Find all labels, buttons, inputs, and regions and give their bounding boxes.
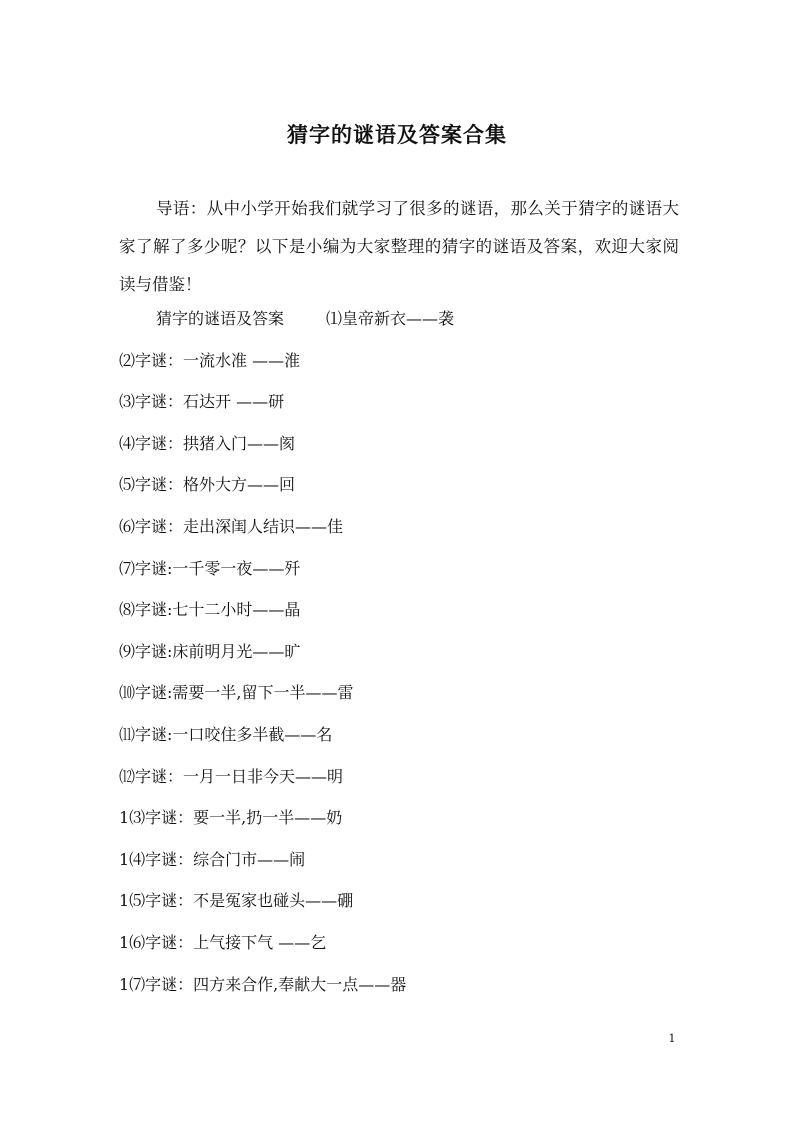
list-item: ⑶字谜：石达开 ——研 [119, 392, 285, 412]
list-item: 1⑸字谜：不是冤家也碰头——硼 [119, 891, 354, 911]
list-item: ⑷字谜：拱猪入门——阂 [119, 433, 296, 453]
list-item: ⑺字谜:一千零一夜——歼 [119, 558, 301, 578]
section-heading: 猜字的谜语及答案 [156, 309, 285, 328]
list-item [119, 298, 679, 340]
page-number: 1 [668, 1032, 676, 1045]
list-item: ⑼字谜:床前明月光——旷 [119, 641, 301, 661]
riddle-text: ⑴皇帝新衣——袭 [326, 309, 455, 328]
riddle-list [119, 298, 679, 1005]
list-item: 1⑺字谜：四方来合作,奉献大一点——器 [119, 974, 407, 994]
list-item: 1⑹字谜：上气接下气 ——乞 [119, 932, 327, 952]
list-item: ⑾字谜:一口咬住多半截——名 [119, 724, 333, 744]
list-item: 1⑷字谜：综合门市——闹 [119, 849, 306, 869]
list-item: ⑿字谜：一月一日非今天——明 [119, 766, 344, 786]
list-item: ⑽字谜:需要一半,留下一半——雷 [119, 683, 354, 703]
list-item: ⑹字谜：走出深闺人结识——佳 [119, 516, 344, 536]
list-item: ⑵字谜：一流水准 ——淮 [119, 350, 301, 370]
list-item: ⑸字谜：格外大方——回 [119, 475, 296, 495]
list-item: 1⑶字谜：要一半,扔一半——奶 [119, 808, 343, 828]
intro-paragraph: 导语：从中小学开始我们就学习了很多的谜语，那么关于猜字的谜语大家了解了多少呢？以下是小编为大家整理的猜字的谜语及答案，欢迎大家阅读与借鉴！ [119, 198, 679, 294]
page-title: 猜字的谜语及答案合集 [287, 122, 507, 147]
list-item: ⑻字谜:七十二小时——晶 [119, 600, 301, 620]
